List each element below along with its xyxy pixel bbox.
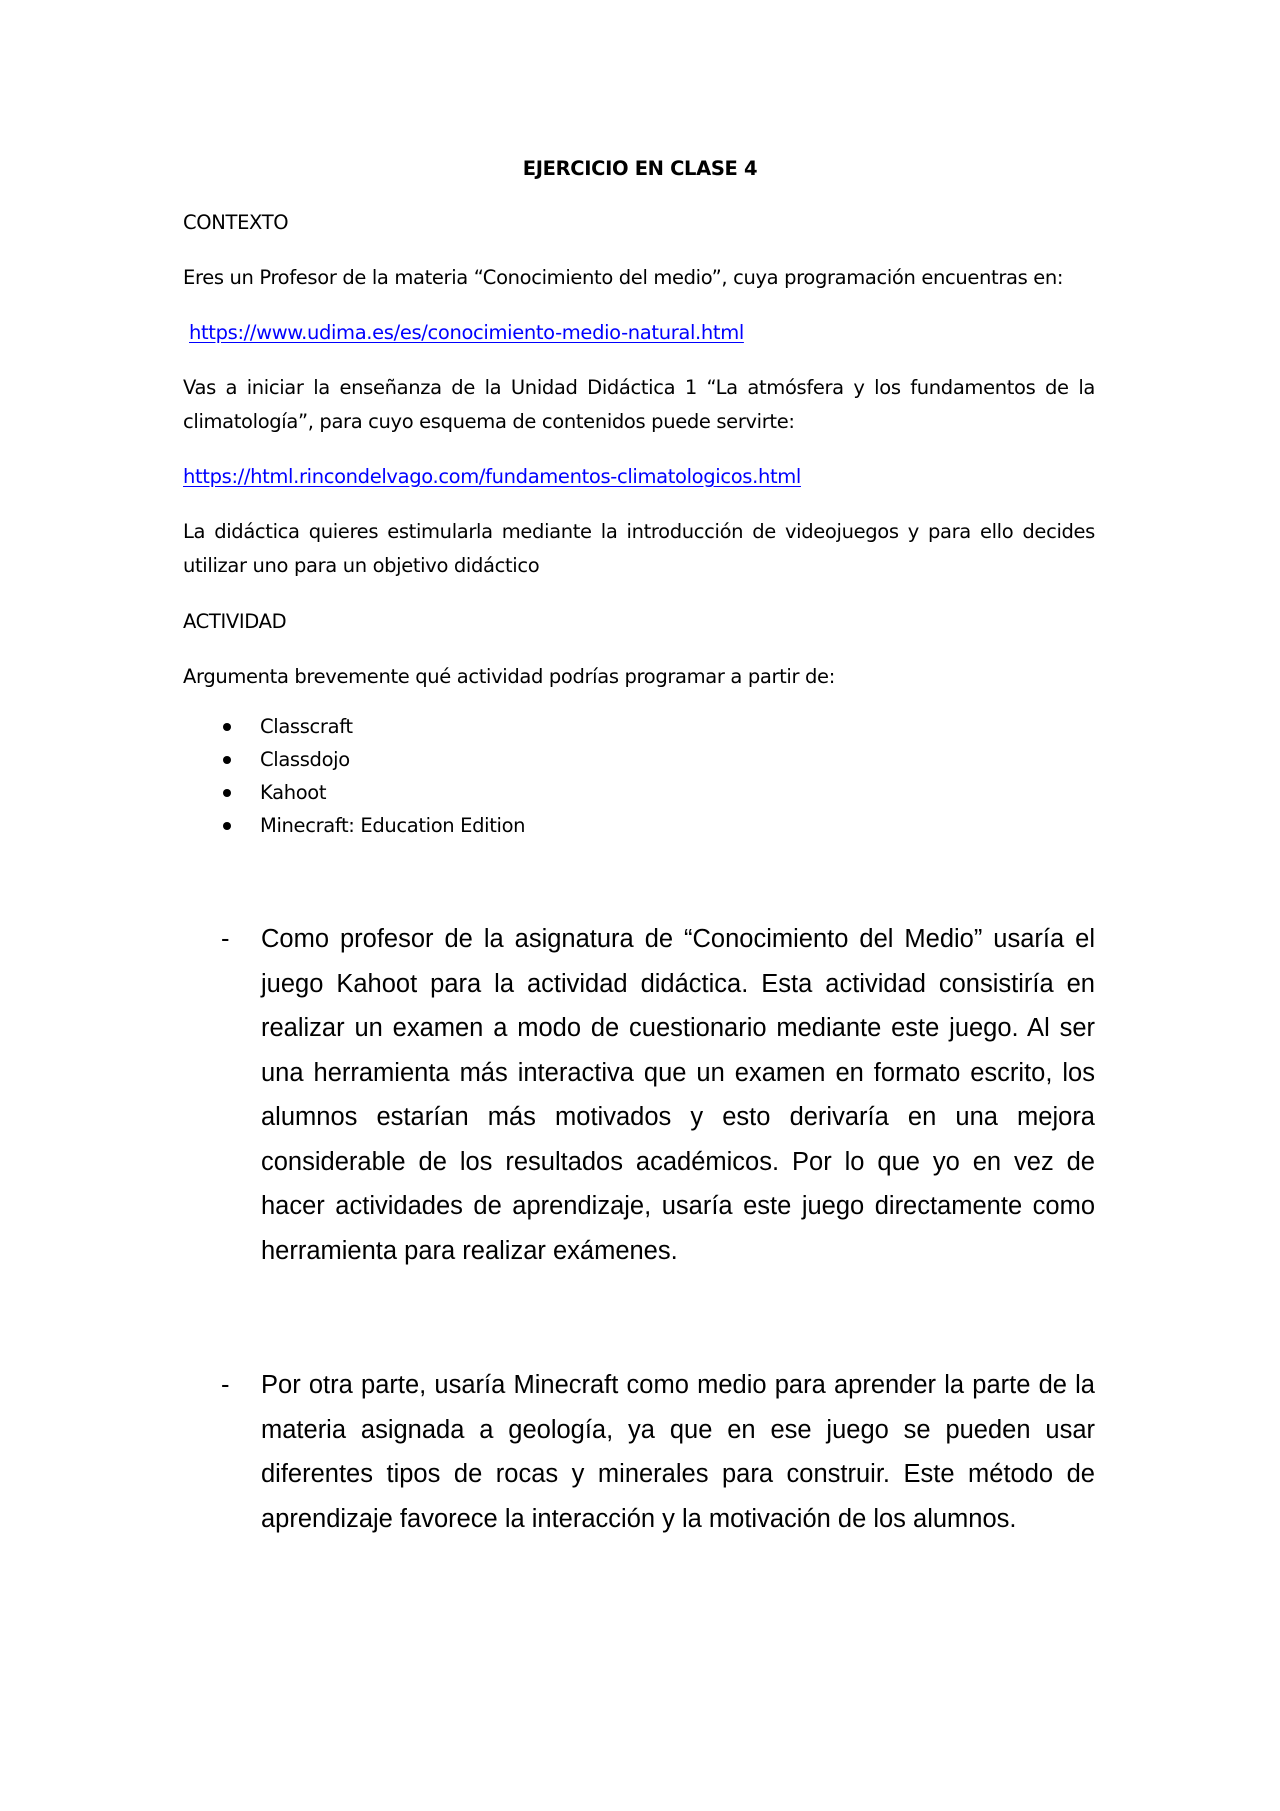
activity-prompt: Argumenta brevemente qué actividad podrías programar a partir de:	[183, 665, 835, 688]
intro-paragraph: Eres un Profesor de la materia “Conocimiento del medio”, cuya programación encuentras en:	[183, 266, 1064, 289]
activity-heading: ACTIVIDAD	[183, 610, 287, 633]
answer-text: Como profesor de la asignatura de “Conocimiento del Medio” usaría el juego Kahoot para la actividad didáctica. Esta actividad consistiría en realizar un examen a modo de cuestionario mediante este juego. Al ser una herramienta más interactiva que un examen en formato escrito, los alumnos estarían más motivados y esto derivaría en una mejora considerable de los resultados académicos. Por lo que yo en vez de hacer actividades de aprendizaje, usaría este juego directamente como herramienta para realizar exámenes.	[261, 925, 1095, 1265]
list-item	[183, 815, 525, 848]
bullet-icon	[223, 756, 231, 764]
dash-marker: -	[221, 925, 230, 953]
answer-kahoot	[221, 917, 1095, 1273]
bullet-icon	[223, 822, 231, 830]
dash-marker: -	[221, 1371, 230, 1399]
list-item	[183, 749, 525, 782]
udima-link[interactable]: https://www.udima.es/es/conocimiento-medio-natural.html	[189, 321, 744, 344]
list-item	[183, 782, 525, 815]
bullet-icon	[223, 789, 231, 797]
answer-text: Por otra parte, usaría Minecraft como medio para aprender la parte de la materia asignada a geología, ya que en ese juego se pueden usar diferentes tipos de rocas y minerales para construir. Este método de aprendizaje favorece la interacción y la motivación de los alumnos.	[261, 1371, 1095, 1533]
context-heading: CONTEXTO	[183, 211, 289, 234]
tool-name: Kahoot	[260, 781, 327, 804]
tools-list	[183, 716, 525, 848]
document-title: EJERCICIO EN CLASE 4	[522, 157, 758, 180]
didactic-paragraph: La didáctica quieres estimularla mediante la introducción de videojuegos y para ello decides utilizar uno para un objetivo didáctico	[183, 520, 1095, 577]
list-item	[183, 716, 525, 749]
bullet-icon	[223, 723, 231, 731]
answer-minecraft	[221, 1363, 1095, 1541]
tool-name: Classcraft	[260, 715, 353, 738]
rincondelvago-link[interactable]: https://html.rincondelvago.com/fundamentos-climatologicos.html	[183, 465, 801, 488]
tool-name: Minecraft: Education Edition	[260, 814, 526, 837]
unit-paragraph: Vas a iniciar la enseñanza de la Unidad Didáctica 1 “La atmósfera y los fundamentos de la climatología”, para cuyo esquema de contenidos puede servirte:	[183, 376, 1095, 433]
tool-name: Classdojo	[260, 748, 350, 771]
